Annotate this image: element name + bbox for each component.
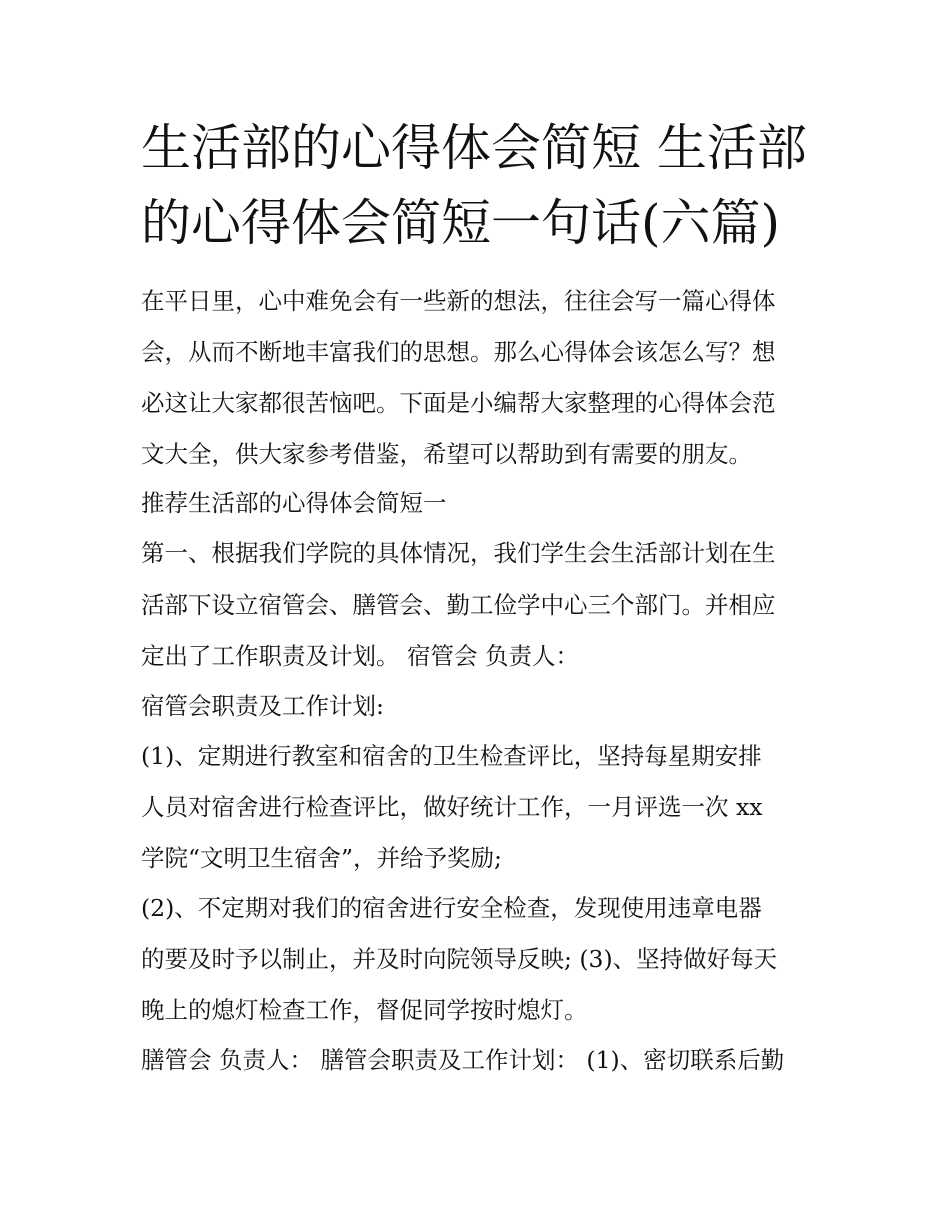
body-line: 的要及时予以制止，并及时向院领导反映; (3)、坚持做好每天 [141, 945, 778, 973]
body-line: 膳管会 负责人： 膳管会职责及工作计划： (1)、密切联系后勤 [141, 1046, 785, 1074]
body-line: 学院“文明卫生宿舍”，并给予奖励; [141, 844, 502, 872]
body-line: (2)、不定期对我们的宿舍进行安全检查，发现使用违章电器 [141, 894, 762, 922]
body-line: 宿管会职责及工作计划: [141, 692, 384, 720]
body-line: 定出了工作职责及计划。 宿管会 负责人： [141, 642, 579, 670]
document-title-line-2: 的心得体会简短一句话(六篇) [141, 194, 781, 252]
body-line: 必这让大家都很苦恼吧。下面是小编帮大家整理的心得体会范 [141, 389, 776, 417]
body-line: 晚上的熄灯检查工作，督促同学按时熄灯。 [141, 996, 588, 1024]
section-heading: 推荐生活部的心得体会简短一 [141, 489, 447, 517]
body-line: (1)、定期进行教室和宿舍的卫生检查评比，坚持每星期安排 [141, 742, 762, 770]
body-line: 会，从而不断地丰富我们的思想。那么心得体会该怎么写？想 [141, 338, 776, 366]
body-line: 第一、根据我们学院的具体情况，我们学生会生活部计划在生 [141, 539, 776, 567]
body-line: 活部下设立宿管会、膳管会、勤工俭学中心三个部门。并相应 [141, 591, 776, 619]
body-line: 在平日里，心中难免会有一些新的想法，往往会写一篇心得体 [141, 287, 776, 315]
document-title-line-1: 生活部的心得体会简短 生活部 [141, 119, 807, 177]
body-line: 人员对宿舍进行检查评比，做好统计工作，一月评选一次 xx [141, 793, 763, 821]
body-line: 文大全，供大家参考借鉴，希望可以帮助到有需要的朋友。 [141, 440, 752, 468]
